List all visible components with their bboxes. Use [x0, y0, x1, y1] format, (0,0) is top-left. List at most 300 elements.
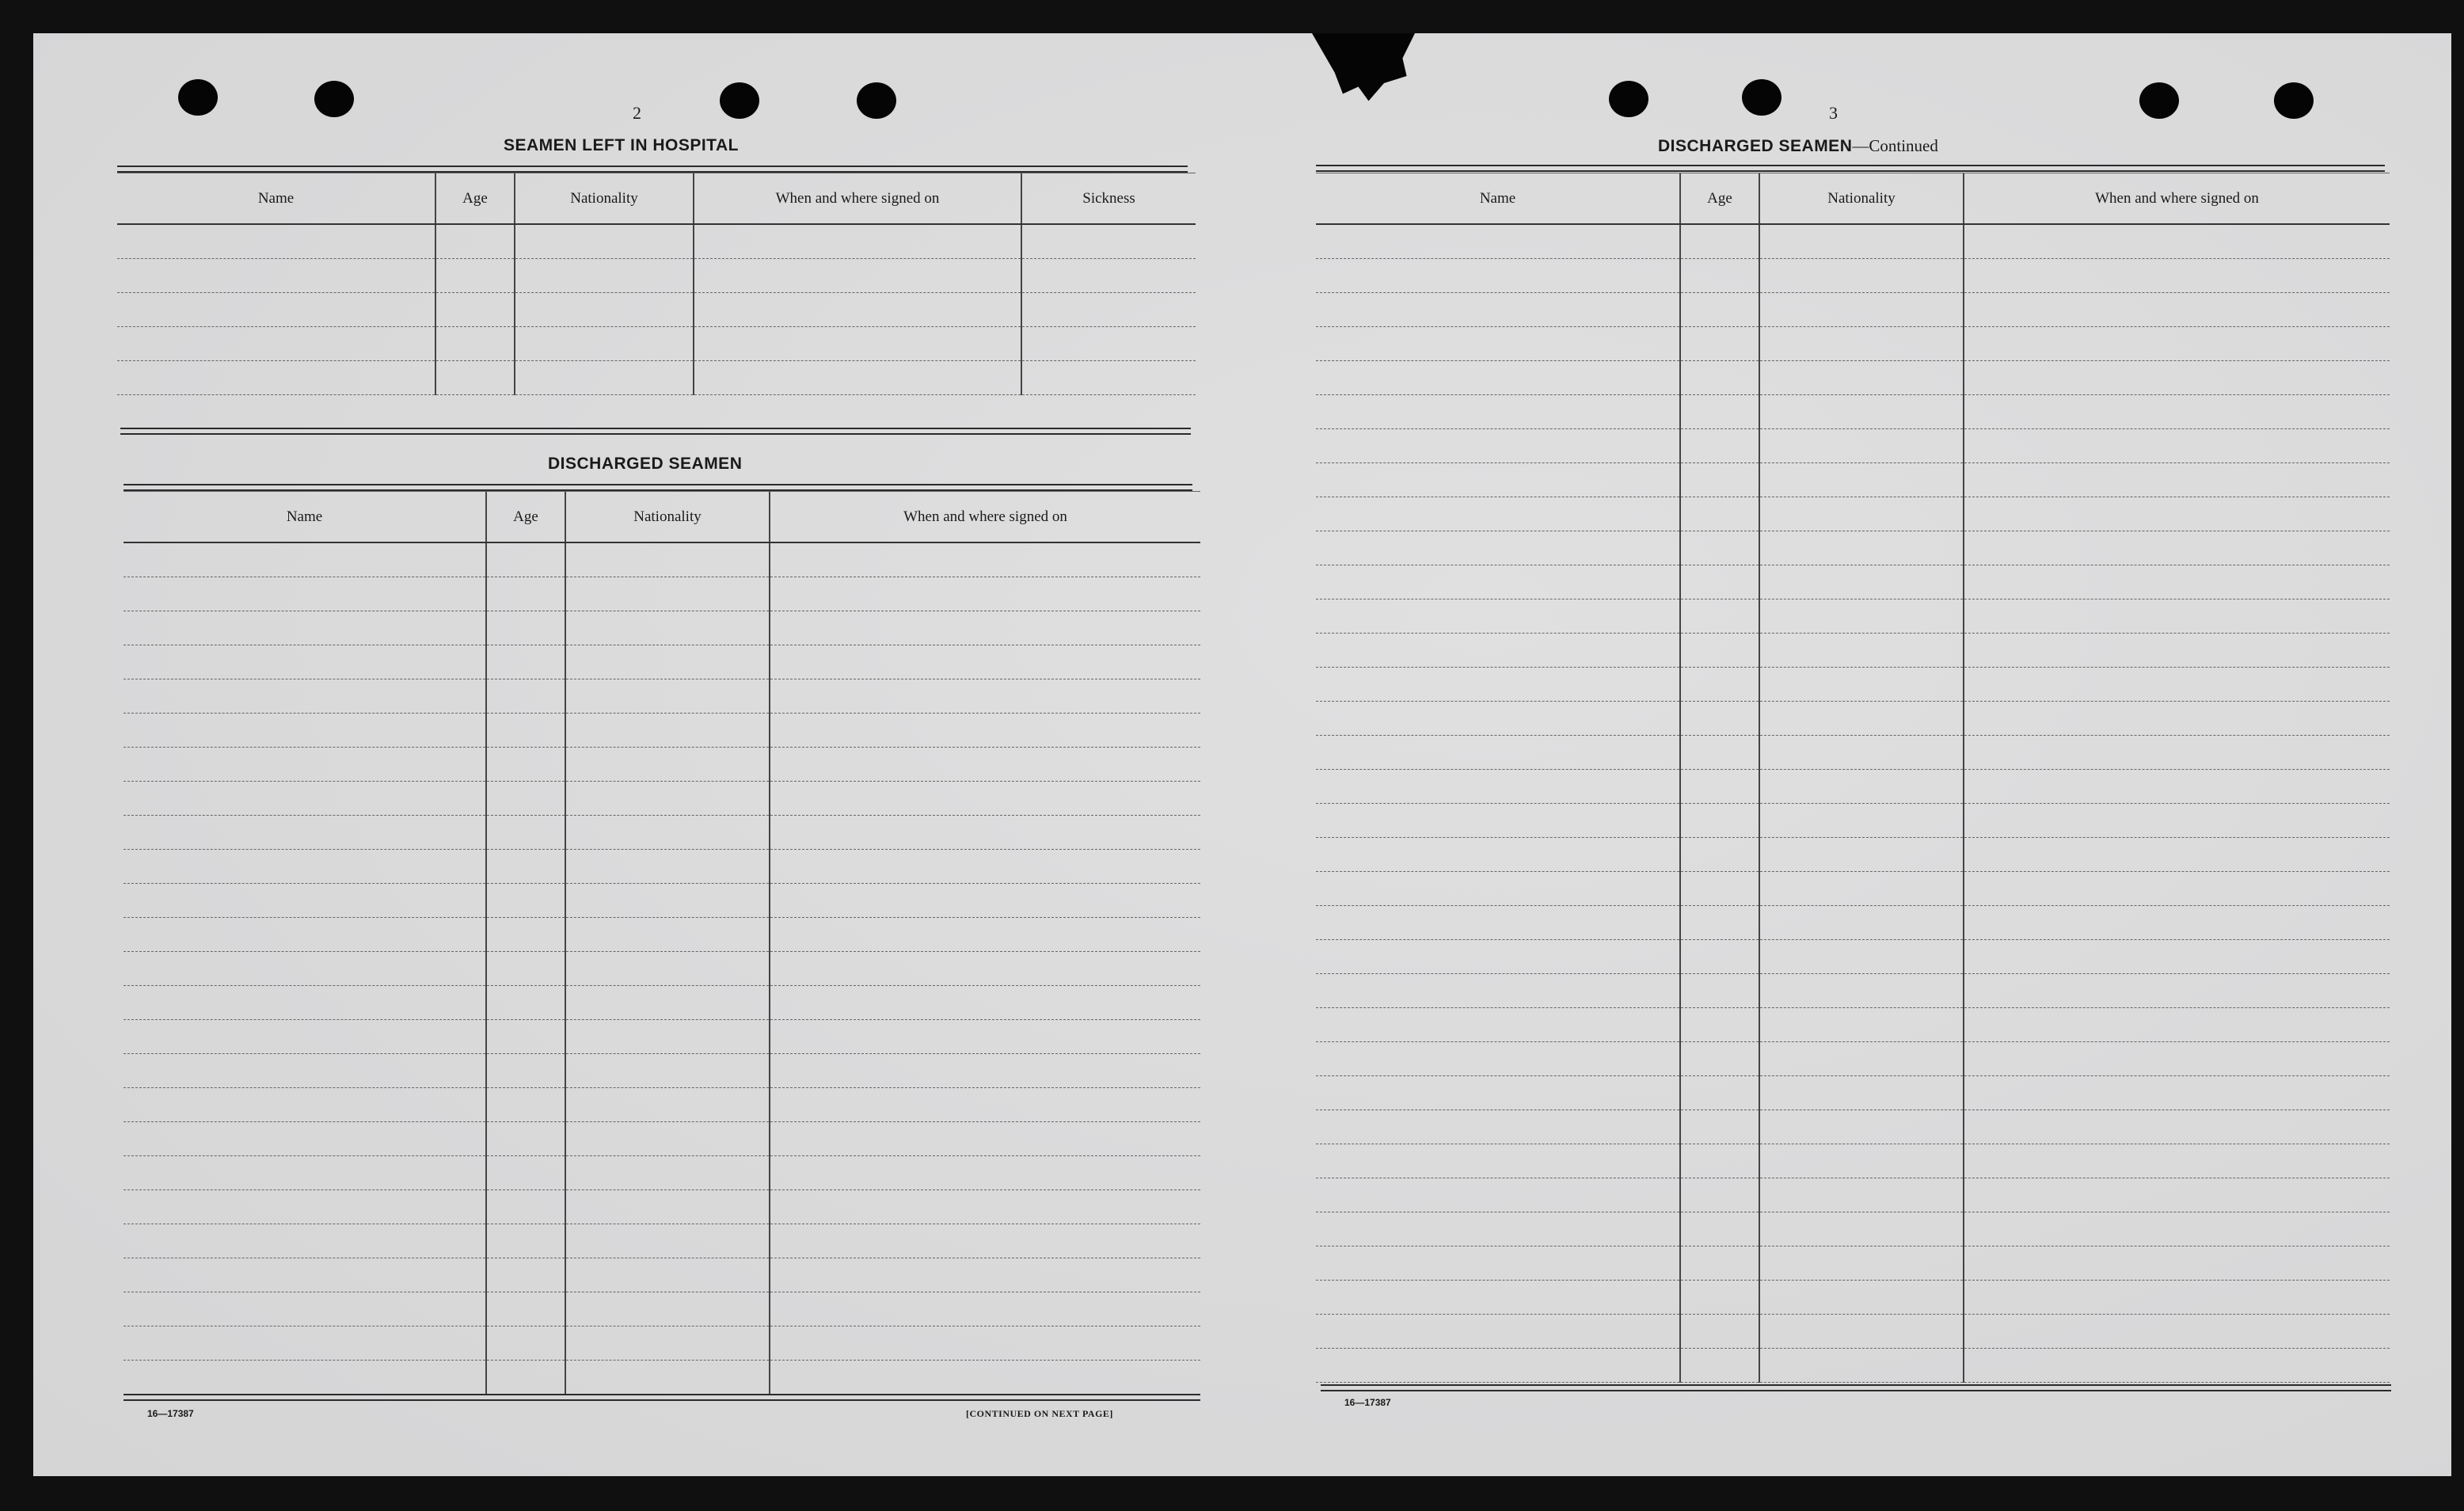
blank-cell — [565, 985, 770, 1019]
blank-cell — [1964, 1041, 2390, 1075]
blank-cell — [1316, 1314, 1680, 1348]
blank-cell — [1316, 1348, 1680, 1382]
blank-cell — [117, 224, 435, 258]
table-row — [124, 1155, 1200, 1189]
blank-cell — [1964, 497, 2390, 531]
blank-cell — [565, 1360, 770, 1394]
page-number: 3 — [1829, 103, 1838, 123]
blank-cell — [565, 883, 770, 917]
blank-cell — [770, 1121, 1200, 1155]
blank-cell — [486, 1258, 565, 1292]
paper-tear — [1312, 33, 1415, 105]
double-rule — [124, 1394, 1200, 1401]
punch-hole — [720, 82, 759, 119]
blank-cell — [486, 645, 565, 679]
blank-cell — [1680, 497, 1759, 531]
blank-cell — [435, 224, 515, 258]
blank-cell — [1680, 326, 1759, 360]
blank-cell — [486, 1053, 565, 1087]
table-row — [124, 1292, 1200, 1326]
blank-cell — [124, 1224, 486, 1258]
blank-cell — [1680, 871, 1759, 905]
blank-cell — [1964, 462, 2390, 497]
blank-cell — [124, 1258, 486, 1292]
table-row — [124, 815, 1200, 849]
blank-cell — [1316, 428, 1680, 462]
blank-cell — [1759, 1314, 1964, 1348]
table-row — [124, 542, 1200, 577]
punch-hole — [178, 79, 218, 116]
blank-cell — [1759, 565, 1964, 599]
blank-cell — [1680, 735, 1759, 769]
blank-cell — [1316, 1075, 1680, 1109]
table-row — [1316, 701, 2390, 735]
blank-cell — [770, 781, 1200, 815]
column-header-sickness: Sickness — [1021, 173, 1196, 224]
table-row — [1316, 871, 2390, 905]
blank-cell — [1964, 428, 2390, 462]
blank-cell — [1316, 871, 1680, 905]
blank-cell — [1316, 258, 1680, 292]
blank-cell — [694, 360, 1021, 394]
blank-cell — [435, 360, 515, 394]
blank-cell — [1316, 224, 1680, 258]
blank-cell — [770, 713, 1200, 747]
blank-cell — [1680, 1246, 1759, 1280]
column-header-age: Age — [486, 492, 565, 542]
table-row — [124, 1121, 1200, 1155]
blank-cell — [770, 985, 1200, 1019]
blank-cell — [770, 883, 1200, 917]
blank-cell — [1759, 326, 1964, 360]
hospital-rows — [117, 224, 1196, 394]
blank-cell — [1021, 224, 1196, 258]
blank-cell — [770, 1189, 1200, 1224]
blank-cell — [770, 1326, 1200, 1360]
blank-cell — [1964, 292, 2390, 326]
blank-cell — [1680, 360, 1759, 394]
blank-cell — [1964, 1314, 2390, 1348]
double-rule — [117, 166, 1188, 173]
blank-cell — [565, 679, 770, 713]
column-header-nationality: Nationality — [515, 173, 694, 224]
blank-cell — [486, 542, 565, 577]
table-row — [1316, 258, 2390, 292]
table-row — [117, 292, 1196, 326]
blank-cell — [1759, 905, 1964, 939]
blank-cell — [486, 1087, 565, 1121]
double-rule — [1316, 165, 2385, 172]
blank-cell — [1759, 1007, 1964, 1041]
blank-cell — [1316, 599, 1680, 633]
table-row — [1316, 1246, 2390, 1280]
blank-cell — [124, 1155, 486, 1189]
blank-cell — [1680, 531, 1759, 565]
blank-cell — [565, 713, 770, 747]
blank-cell — [1964, 701, 2390, 735]
blank-cell — [486, 917, 565, 951]
blank-cell — [486, 1121, 565, 1155]
blank-cell — [124, 1121, 486, 1155]
table-row — [1316, 1314, 2390, 1348]
blank-cell — [124, 1053, 486, 1087]
blank-cell — [1021, 258, 1196, 292]
blank-cell — [1316, 905, 1680, 939]
blank-cell — [1021, 326, 1196, 360]
blank-cell — [486, 815, 565, 849]
blank-cell — [1316, 633, 1680, 667]
blank-cell — [124, 1087, 486, 1121]
column-header-name: Name — [124, 492, 486, 542]
hospital-section-title: SEAMEN LEFT IN HOSPITAL — [504, 136, 739, 154]
blank-cell — [770, 577, 1200, 611]
blank-cell — [1680, 1041, 1759, 1075]
table-row — [1316, 939, 2390, 973]
blank-cell — [565, 951, 770, 985]
blank-cell — [1964, 360, 2390, 394]
table-row — [1316, 599, 2390, 633]
blank-cell — [1316, 360, 1680, 394]
blank-cell — [1316, 497, 1680, 531]
blank-cell — [1759, 1212, 1964, 1246]
table-row — [124, 611, 1200, 645]
blank-cell — [1316, 394, 1680, 428]
blank-cell — [486, 1224, 565, 1258]
blank-cell — [1021, 292, 1196, 326]
blank-cell — [1759, 803, 1964, 837]
blank-cell — [565, 645, 770, 679]
blank-cell — [1759, 1075, 1964, 1109]
blank-cell — [1680, 565, 1759, 599]
blank-cell — [124, 1019, 486, 1053]
blank-cell — [1316, 803, 1680, 837]
blank-cell — [117, 258, 435, 292]
blank-cell — [515, 326, 694, 360]
form-code: 16—17387 — [147, 1408, 194, 1419]
table-row — [1316, 1144, 2390, 1178]
column-header-signed-on: When and where signed on — [694, 173, 1021, 224]
form-code: 16—17387 — [1344, 1397, 1391, 1408]
blank-cell — [770, 1258, 1200, 1292]
blank-cell — [1680, 769, 1759, 803]
blank-cell — [1759, 1246, 1964, 1280]
blank-cell — [1964, 1007, 2390, 1041]
blank-cell — [1680, 394, 1759, 428]
blank-cell — [486, 849, 565, 883]
blank-cell — [1680, 905, 1759, 939]
blank-cell — [486, 1155, 565, 1189]
blank-cell — [515, 292, 694, 326]
blank-cell — [124, 985, 486, 1019]
punch-hole — [2139, 82, 2179, 119]
table-row — [117, 326, 1196, 360]
table-row — [124, 849, 1200, 883]
blank-cell — [694, 292, 1021, 326]
blank-cell — [1964, 735, 2390, 769]
blank-cell — [1964, 871, 2390, 905]
blank-cell — [1680, 1007, 1759, 1041]
discharged-table — [124, 491, 1200, 1395]
blank-cell — [117, 326, 435, 360]
table-row — [1316, 1178, 2390, 1212]
blank-cell — [1759, 1109, 1964, 1144]
blank-cell — [565, 1155, 770, 1189]
blank-cell — [1680, 1212, 1759, 1246]
column-header-signed-on: When and where signed on — [1964, 173, 2390, 224]
blank-cell — [1964, 973, 2390, 1007]
table-row — [1316, 1007, 2390, 1041]
blank-cell — [1964, 1348, 2390, 1382]
blank-cell — [565, 1292, 770, 1326]
blank-cell — [1964, 599, 2390, 633]
blank-cell — [1680, 803, 1759, 837]
blank-cell — [565, 917, 770, 951]
blank-cell — [1964, 1212, 2390, 1246]
punch-hole — [314, 81, 354, 117]
table-row — [1316, 1109, 2390, 1144]
table-row — [124, 713, 1200, 747]
document-sheet — [33, 33, 2451, 1476]
blank-cell — [1964, 803, 2390, 837]
table-row — [124, 917, 1200, 951]
blank-cell — [486, 747, 565, 781]
blank-cell — [770, 747, 1200, 781]
blank-cell — [1680, 258, 1759, 292]
table-row — [1316, 292, 2390, 326]
blank-cell — [1759, 1280, 1964, 1314]
table-row — [1316, 973, 2390, 1007]
blank-cell — [1759, 224, 1964, 258]
blank-cell — [486, 781, 565, 815]
table-row — [1316, 394, 2390, 428]
punch-hole — [1609, 81, 1648, 117]
blank-cell — [1680, 1109, 1759, 1144]
table-row — [1316, 224, 2390, 258]
table-row — [124, 781, 1200, 815]
blank-cell — [117, 292, 435, 326]
blank-cell — [124, 951, 486, 985]
blank-cell — [565, 1258, 770, 1292]
table-row — [1316, 769, 2390, 803]
blank-cell — [1964, 633, 2390, 667]
table-row — [124, 645, 1200, 679]
blank-cell — [435, 326, 515, 360]
continued-suffix: —Continued — [1852, 136, 1938, 155]
blank-cell — [1759, 258, 1964, 292]
table-row — [124, 1189, 1200, 1224]
blank-cell — [435, 292, 515, 326]
blank-cell — [1316, 1178, 1680, 1212]
blank-cell — [1964, 1109, 2390, 1144]
blank-cell — [1759, 1144, 1964, 1178]
blank-cell — [1021, 360, 1196, 394]
discharged-section-title: DISCHARGED SEAMEN — [548, 455, 743, 473]
blank-cell — [1759, 292, 1964, 326]
blank-cell — [770, 1360, 1200, 1394]
blank-cell — [486, 1292, 565, 1326]
double-rule — [1321, 1384, 2391, 1391]
blank-cell — [1316, 1246, 1680, 1280]
blank-cell — [694, 224, 1021, 258]
blank-cell — [1680, 1348, 1759, 1382]
table-row — [1316, 667, 2390, 701]
blank-cell — [565, 1053, 770, 1087]
table-row — [124, 577, 1200, 611]
blank-cell — [1759, 599, 1964, 633]
blank-cell — [1964, 258, 2390, 292]
double-rule — [124, 484, 1192, 491]
table-row — [117, 360, 1196, 394]
blank-cell — [770, 1155, 1200, 1189]
blank-cell — [1759, 667, 1964, 701]
blank-cell — [124, 1292, 486, 1326]
blank-cell — [124, 1326, 486, 1360]
blank-cell — [124, 849, 486, 883]
table-row — [1316, 497, 2390, 531]
discharged-continued-rows — [1316, 224, 2390, 1382]
table-row — [124, 985, 1200, 1019]
blank-cell — [770, 1087, 1200, 1121]
blank-cell — [770, 815, 1200, 849]
blank-cell — [1964, 837, 2390, 871]
blank-cell — [1759, 1348, 1964, 1382]
blank-cell — [565, 1189, 770, 1224]
punch-hole — [2274, 82, 2314, 119]
blank-cell — [770, 542, 1200, 577]
table-row — [124, 1019, 1200, 1053]
page-number: 2 — [633, 103, 641, 123]
blank-cell — [486, 577, 565, 611]
table-row — [1316, 905, 2390, 939]
blank-cell — [1964, 1280, 2390, 1314]
punch-hole — [1742, 79, 1781, 116]
blank-cell — [1680, 633, 1759, 667]
blank-cell — [1759, 360, 1964, 394]
blank-cell — [1680, 837, 1759, 871]
blank-cell — [770, 679, 1200, 713]
blank-cell — [1964, 1075, 2390, 1109]
table-row — [1316, 1075, 2390, 1109]
blank-cell — [1759, 837, 1964, 871]
blank-cell — [486, 985, 565, 1019]
table-row — [124, 679, 1200, 713]
blank-cell — [770, 1053, 1200, 1087]
blank-cell — [1680, 1144, 1759, 1178]
blank-cell — [486, 1019, 565, 1053]
blank-cell — [1680, 428, 1759, 462]
table-row — [1316, 428, 2390, 462]
blank-cell — [117, 360, 435, 394]
blank-cell — [1759, 497, 1964, 531]
column-header-signed-on: When and where signed on — [770, 492, 1200, 542]
blank-cell — [124, 577, 486, 611]
blank-cell — [124, 645, 486, 679]
blank-cell — [1316, 769, 1680, 803]
blank-cell — [1680, 462, 1759, 497]
blank-cell — [1964, 224, 2390, 258]
blank-cell — [124, 917, 486, 951]
blank-cell — [770, 1224, 1200, 1258]
blank-cell — [124, 815, 486, 849]
blank-cell — [1680, 1280, 1759, 1314]
blank-cell — [1680, 1314, 1759, 1348]
blank-cell — [515, 224, 694, 258]
blank-cell — [1759, 735, 1964, 769]
blank-cell — [1964, 1178, 2390, 1212]
column-header-age: Age — [435, 173, 515, 224]
table-row — [117, 258, 1196, 292]
blank-cell — [770, 645, 1200, 679]
blank-cell — [1680, 973, 1759, 1007]
blank-cell — [1316, 973, 1680, 1007]
blank-cell — [770, 849, 1200, 883]
discharged-continued-title — [1658, 136, 1938, 156]
table-row — [1316, 735, 2390, 769]
blank-cell — [1316, 1041, 1680, 1075]
blank-cell — [1680, 939, 1759, 973]
blank-cell — [1316, 531, 1680, 565]
blank-cell — [1759, 1041, 1964, 1075]
blank-cell — [1759, 531, 1964, 565]
blank-cell — [1316, 565, 1680, 599]
blank-cell — [124, 542, 486, 577]
blank-cell — [1316, 1212, 1680, 1246]
table-row — [124, 1258, 1200, 1292]
column-header-name: Name — [117, 173, 435, 224]
blank-cell — [565, 542, 770, 577]
blank-cell — [1759, 394, 1964, 428]
blank-cell — [1759, 973, 1964, 1007]
blank-cell — [1759, 871, 1964, 905]
blank-cell — [124, 679, 486, 713]
table-row — [117, 224, 1196, 258]
table-row — [124, 1224, 1200, 1258]
blank-cell — [1680, 224, 1759, 258]
column-header-nationality: Nationality — [565, 492, 770, 542]
table-row — [124, 747, 1200, 781]
blank-cell — [124, 1360, 486, 1394]
blank-cell — [1316, 1144, 1680, 1178]
column-header-age: Age — [1680, 173, 1759, 224]
blank-cell — [124, 883, 486, 917]
blank-cell — [565, 1224, 770, 1258]
table-row — [1316, 803, 2390, 837]
blank-cell — [486, 1189, 565, 1224]
blank-cell — [1316, 1280, 1680, 1314]
blank-cell — [1759, 1178, 1964, 1212]
blank-cell — [1680, 292, 1759, 326]
discharged-rows — [124, 542, 1200, 1394]
blank-cell — [1316, 462, 1680, 497]
discharged-continued-table — [1316, 173, 2390, 1383]
blank-cell — [770, 1292, 1200, 1326]
blank-cell — [565, 1087, 770, 1121]
blank-cell — [1759, 428, 1964, 462]
blank-cell — [770, 611, 1200, 645]
blank-cell — [486, 883, 565, 917]
blank-cell — [486, 713, 565, 747]
blank-cell — [1759, 701, 1964, 735]
blank-cell — [1680, 599, 1759, 633]
blank-cell — [124, 747, 486, 781]
blank-cell — [565, 747, 770, 781]
table-row — [124, 1087, 1200, 1121]
blank-cell — [1316, 939, 1680, 973]
blank-cell — [1316, 667, 1680, 701]
table-row — [124, 883, 1200, 917]
blank-cell — [1759, 633, 1964, 667]
blank-cell — [1964, 769, 2390, 803]
